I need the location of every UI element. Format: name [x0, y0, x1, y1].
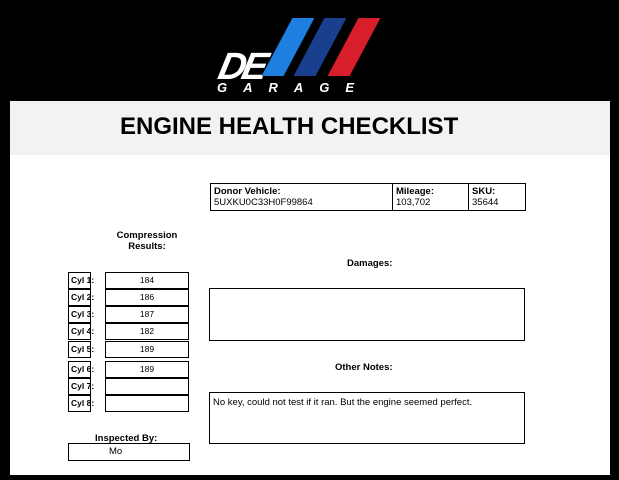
checklist-sheet: [10, 101, 610, 475]
cylinder-label: Cyl 6:: [68, 361, 91, 378]
cylinder-label: Cyl 1:: [68, 272, 91, 289]
cylinder-value: [105, 395, 189, 412]
cylinder-value: [105, 378, 189, 395]
vehicle-info-table: [210, 183, 526, 211]
cylinder-value: 187: [105, 306, 189, 323]
cylinder-value: 182: [105, 323, 189, 340]
cylinder-label: Cyl 8:: [68, 395, 91, 412]
de-garage-logo: [207, 8, 393, 98]
cylinder-label: Cyl 2:: [68, 289, 91, 306]
cylinder-value: 184: [105, 272, 189, 289]
cylinder-value: 186: [105, 289, 189, 306]
sku-label: SKU:: [472, 186, 496, 197]
page-title: ENGINE HEALTH CHECKLIST: [120, 113, 459, 140]
mileage-label: Mileage:: [396, 186, 435, 197]
mileage-value: 103,702: [396, 197, 431, 208]
damages-label: Damages:: [347, 258, 393, 269]
cylinder-label: Cyl 3:: [68, 306, 91, 323]
title-bar: [10, 101, 610, 155]
other-notes-box: No key, could not test if it ran. But the engine seemed perfect.: [209, 392, 525, 444]
sku-value: 35644: [472, 197, 499, 208]
damages-box: [209, 288, 525, 341]
logo-garage-text: GARAGE: [217, 80, 371, 95]
donor-vehicle-label: Donor Vehicle:: [214, 186, 281, 197]
cylinder-value: 189: [105, 361, 189, 378]
cylinder-label: Cyl 4:: [68, 323, 91, 340]
cylinder-value: 189: [105, 341, 189, 358]
compression-results-title: Compression Results:: [116, 230, 178, 252]
vin-value: 5UXKU0C33H0F99864: [214, 197, 313, 208]
mileage-cell: [393, 184, 469, 210]
cylinder-label: Cyl 7:: [68, 378, 91, 395]
other-notes-label: Other Notes:: [335, 362, 393, 373]
cylinder-label: Cyl 5:: [68, 341, 91, 358]
logo-de-text: DE: [214, 46, 269, 88]
donor-vehicle-cell: [211, 184, 393, 210]
sku-cell: [469, 184, 525, 210]
inspected-by-label: Inspected By:: [95, 433, 158, 444]
inspected-by-field: Mo: [68, 443, 190, 461]
